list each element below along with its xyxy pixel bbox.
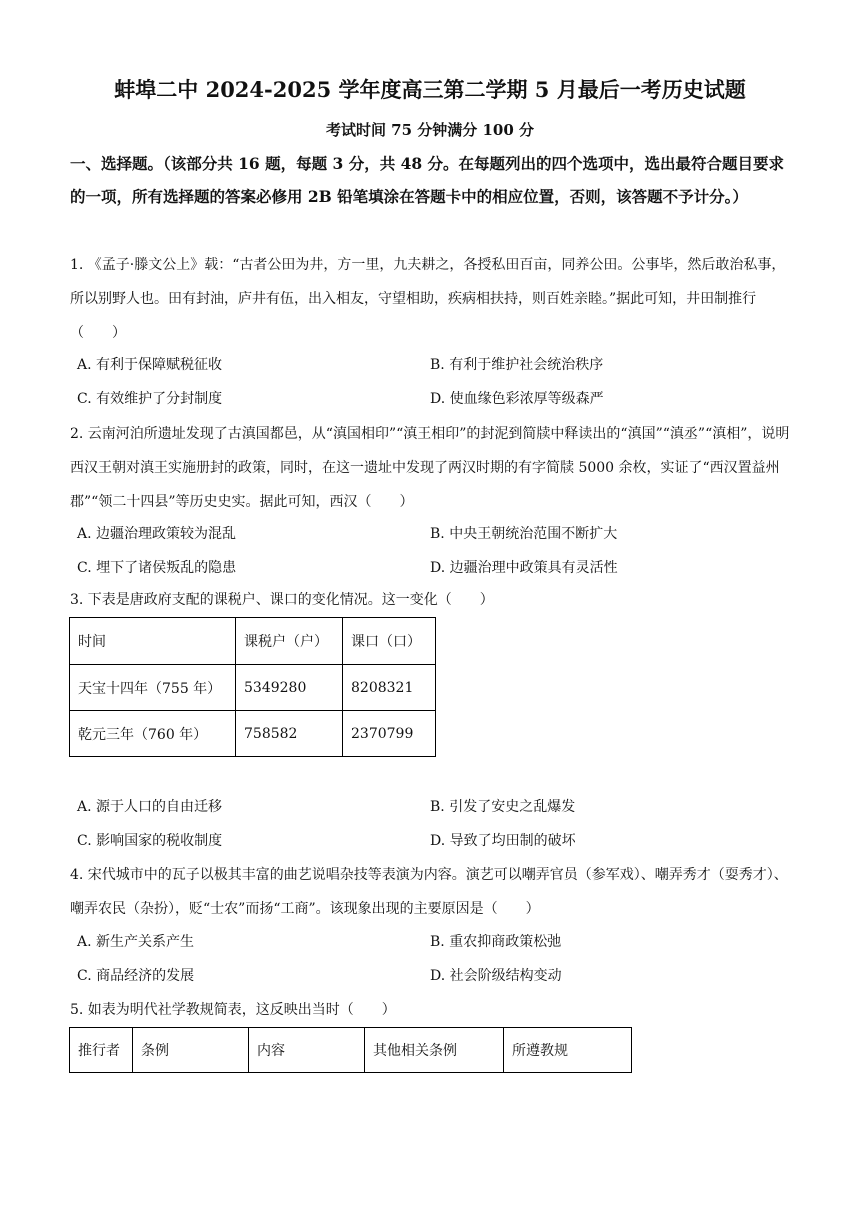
- question-2-option-c[interactable]: C. 埋下了诸侯叛乱的隐患: [77, 560, 237, 576]
- table-header-cell: 内容: [249, 1028, 365, 1073]
- table-cell: 天宝十四年（755 年）: [70, 665, 236, 711]
- question-2-option-b[interactable]: B. 中央王朝统治范围不断扩大: [430, 526, 618, 542]
- table-header-cell: 推行者: [70, 1028, 133, 1073]
- table-cell: 5349280: [236, 665, 343, 711]
- question-3-option-d[interactable]: D. 导致了均田制的破坏: [430, 833, 576, 849]
- table-cell: 2370799: [343, 711, 436, 757]
- table-cell: 8208321: [343, 665, 436, 711]
- question-2-option-a[interactable]: A. 边疆治理政策较为混乱: [77, 526, 237, 542]
- table-row: [70, 711, 436, 757]
- table-header-cell: 其他相关条例: [365, 1028, 504, 1073]
- question-1-option-d[interactable]: D. 使血缘色彩浓厚等级森严: [430, 391, 604, 407]
- question-4-option-a[interactable]: A. 新生产关系产生: [77, 934, 195, 950]
- question-1-stem: 1. 《孟子·滕文公上》载：“古者公田为井，方一里，九夫耕之，各授私田百亩，同养公田。公事毕，然后敢治私事，所以别野人也。田有封油，庐井有伍，出入相友，守望相助，疾病相扶持，则百姓亲睦。”据此可知，井田制推行（ ）: [70, 257, 786, 341]
- question-4-stem: 4. 宋代城市中的瓦子以极其丰富的曲艺说唱杂技等表演为内容。演艺可以嘲弄官员（参军戏）、嘲弄秀才（耍秀才）、嘲弄农民（杂扮），贬“士农”而扬“工商”。该现象出现的主要原因是（ ）: [70, 867, 788, 917]
- question-3-table: [69, 617, 436, 757]
- question-3-option-b[interactable]: B. 引发了安史之乱爆发: [430, 799, 576, 815]
- question-1-option-a[interactable]: A. 有利于保障赋税征收: [77, 357, 223, 373]
- page-subtitle: 考试时间 75 分钟满分 100 分: [325, 121, 535, 139]
- question-4-option-d[interactable]: D. 社会阶级结构变动: [430, 968, 562, 984]
- question-3-option-c[interactable]: C. 影响国家的税收制度: [77, 833, 223, 849]
- table-header-cell: 所遵教规: [504, 1028, 632, 1073]
- question-5-table: [69, 1027, 632, 1073]
- question-3-option-a[interactable]: A. 源于人口的自由迁移: [77, 799, 223, 815]
- table-header-cell: 课口（口）: [343, 618, 436, 665]
- question-2-option-d[interactable]: D. 边疆治理中政策具有灵活性: [430, 560, 618, 576]
- question-1-option-b[interactable]: B. 有利于维护社会统治秩序: [430, 357, 604, 373]
- section-heading: 一、选择题。（该部分共 16 题，每题 3 分，共 48 分。在每题列出的四个选项中，选出最符合题目要求的一项，所有选择题的答案必修用 2B 铅笔填涂在答题卡中的相应位置，否则，该答题不予计分。）: [70, 154, 785, 206]
- question-4-option-c[interactable]: C. 商品经济的发展: [77, 968, 195, 984]
- table-cell: 乾元三年（760 年）: [70, 711, 236, 757]
- table-cell: 758582: [236, 711, 343, 757]
- question-4-option-b[interactable]: B. 重农抑商政策松弛: [430, 934, 562, 950]
- table-header-cell: 时间: [70, 618, 236, 665]
- table-header-row: [70, 618, 436, 665]
- question-2-stem: 2. 云南河泊所遗址发现了古滇国都邑，从“滇国相印”“滇王相印”的封泥到简牍中释读出的“滇国”“滇丞”“滇相”，说明西汉王朝对滇王实施册封的政策，同时，在这一遗址中发现了两汉时期的有字简牍 5000 余枚，实证了“西汉置益州郡”“领二十四县”等历史史实。据此可知，西汉（ ）: [70, 426, 790, 510]
- question-3-stem: 3. 下表是唐政府支配的课税户、课口的变化情况。这一变化（ ）: [70, 592, 494, 608]
- question-1-option-c[interactable]: C. 有效维护了分封制度: [77, 391, 223, 407]
- table-header-cell: 条例: [133, 1028, 249, 1073]
- table-row: [70, 665, 436, 711]
- table-header-cell: 课税户（户）: [236, 618, 343, 665]
- table-header-row: [70, 1028, 632, 1073]
- page-title: 蚌埠二中 2024-2025 学年度高三第二学期 5 月最后一考历史试题: [114, 77, 746, 102]
- question-5-stem: 5. 如表为明代社学教规简表，这反映出当时（ ）: [70, 1002, 396, 1018]
